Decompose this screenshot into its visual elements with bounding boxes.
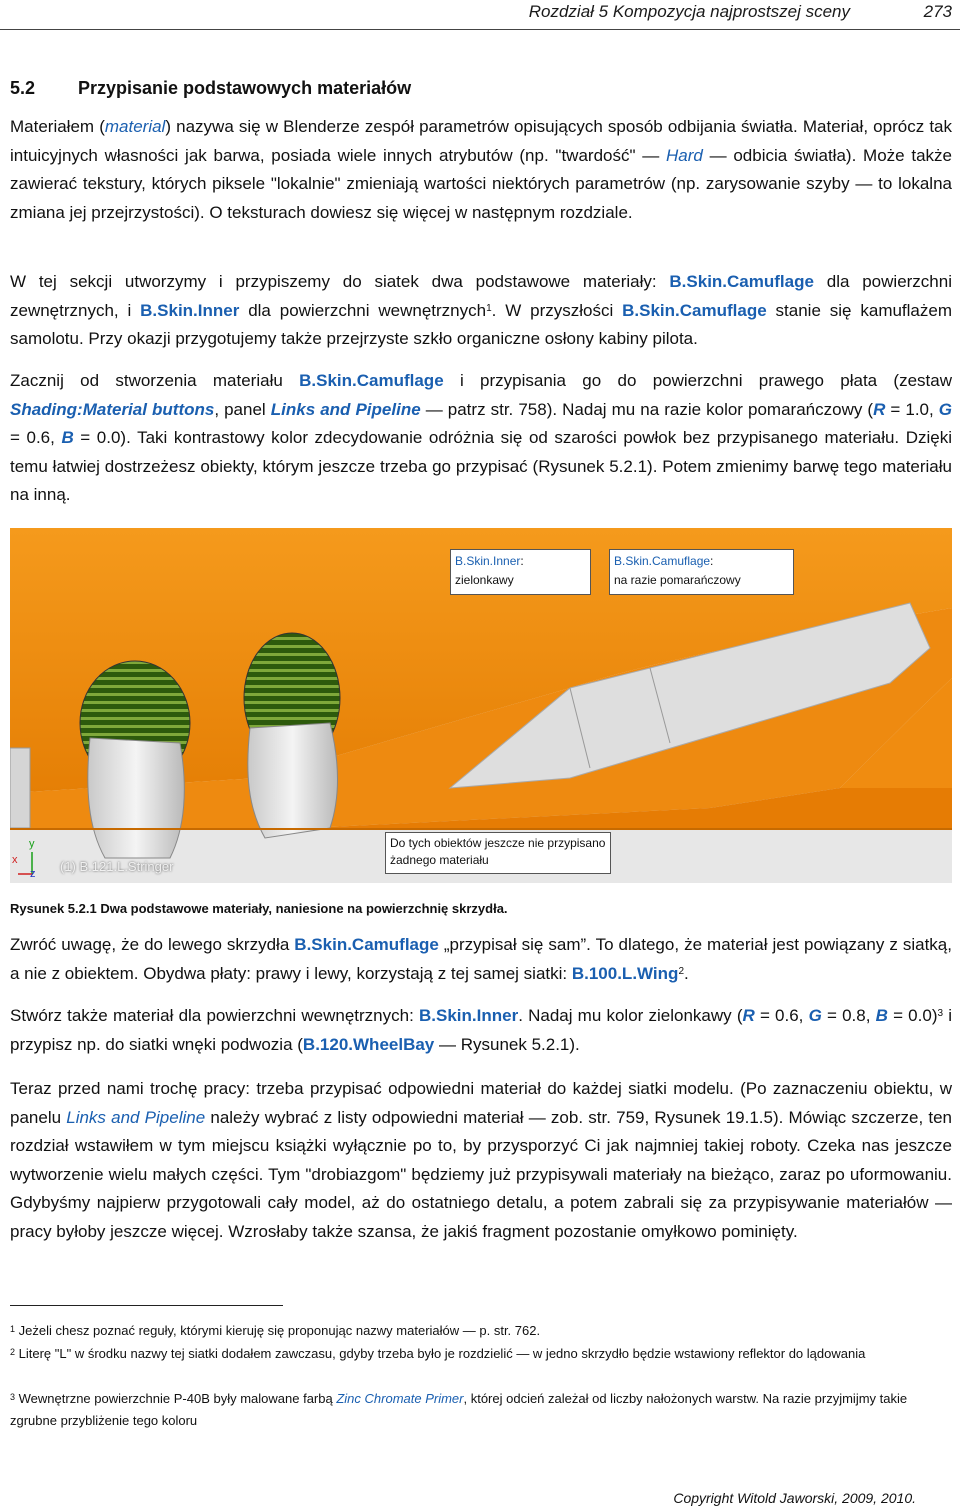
footnote-rule: [10, 1305, 283, 1306]
footnote-ref: 3: [937, 1008, 944, 1019]
text: = 0.0). Taki kontrastowy kolor zdecydowanie odróżnia się od szarości powłok bez przypisanego materiału. Dzięki temu łatwiej dostrzeżesz obiekty, którym jeszcze trzeba go przypisać (Rysunek 5.2.1). Potem zmienimy barwę tego materiału na inną.: [10, 428, 953, 505]
figure-wing-render: [10, 528, 952, 883]
text: „przypisał się sam”. To dlatego, że materiał jest powiązany z siatką, a nie z obiektem. Obydwa płaty: prawy i lewy, korzystają z tej samej siatki:: [10, 935, 952, 983]
paragraph-section-intro: [10, 268, 952, 354]
text: = 0.6,: [754, 1006, 809, 1025]
callout-camuflage-material: [609, 549, 794, 595]
color-g: G: [808, 1006, 822, 1025]
callout-camuflage-name: B.Skin.Camuflage: [614, 554, 711, 568]
text: Zwróć uwagę, że do lewego skrzydła: [10, 935, 295, 954]
callout-colon: :: [710, 554, 714, 568]
text: = 0.6,: [10, 428, 62, 448]
text: , panel: [214, 399, 271, 419]
text: = 0.8,: [821, 1006, 876, 1025]
callout-camuflage-desc: na razie pomarańczowy: [614, 573, 741, 587]
text: i przypisania go do powierzchni prawego płata (zestaw: [443, 371, 952, 390]
material-name: B.Skin.Camuflage: [669, 272, 814, 291]
header-rule: [0, 29, 960, 30]
paint-name: Zinc Chromate Primer: [336, 1391, 464, 1406]
section-title: Przypisanie podstawowych materiałów: [78, 78, 412, 98]
footnote-text: Wewnętrzne powierzchnie P-40B były malowane farbą: [18, 1391, 337, 1406]
page-header: [0, 0, 960, 30]
page-number: 273: [923, 2, 952, 21]
viewport-object-label: (1) B.121.L.Stringer: [60, 859, 174, 874]
callout-inner-material: [450, 549, 591, 595]
text: i przypisz np. do siatki wnęki podwozia (: [10, 1006, 952, 1054]
color-b: B: [61, 428, 74, 448]
text: należy wybrać z listy odpowiedni materiał — zob. str. 759, Rysunek 19.1.5). Mówiąc szczerze, ten rozdział wstawiłem w tym miejscu książki wyłącznie po to, by przysporzyć Ci jak najmniej takiej roboty. Czeka nas jeszcze wytworzenie wielu małych części. Tym "drobiazgom" będziemy już przypisywali materiały na bieżąco, zaraz po uformowaniu. Gdybyśmy najpierw przygotowali cały model, aż do ostatniego detalu, a potem zabrali się za przypisywanie materiałów — pracy byłoby jeszcze więcej. Wzrosłaby także szansa, że jakiś fragment pozostanie omyłkowo pominięty.: [10, 1107, 952, 1241]
footnote-2: [10, 1343, 954, 1365]
paragraph-assign-all: [10, 1075, 952, 1247]
paragraph-create-camuflage: [10, 367, 952, 510]
material-name: B.Skin.Camuflage: [622, 300, 767, 320]
text: ) nazywa się w Blenderze zespół parametrów opisujących sposób odbijania światła. Materiał, oprócz tak intuicyjnych własności jak barwa, posiada wiele innych atrybutów (np. "twardość" —: [10, 117, 953, 165]
text: .: [684, 963, 689, 983]
text: Teraz przed nami trochę pracy: trzeba przypisać odpowiedni materiał do każdej siatki modelu. (Po zaznaczeniu obiektu, w panelu: [10, 1079, 952, 1127]
callout-colon: :: [520, 554, 524, 568]
text: . Nadaj mu kolor zielonkawy (: [518, 1006, 743, 1025]
figure-caption: Rysunek 5.2.1 Dwa podstawowe materiały, naniesione na powierzchnię skrzydła.: [10, 901, 508, 916]
footnote-number: 2: [10, 1347, 16, 1357]
text: = 1.0,: [885, 399, 939, 419]
axis-gizmo: [12, 838, 42, 882]
mesh-name: B.120.WheelBay: [302, 1034, 435, 1054]
material-name: B.Skin.Camuflage: [299, 371, 444, 390]
text: dla powierzchni zewnętrznych, i: [10, 272, 952, 320]
section-heading: [10, 78, 411, 99]
footnote-number: 1: [10, 1324, 16, 1334]
copyright: Copyright Witold Jaworski, 2009, 2010.: [673, 1490, 916, 1506]
text: Materiałem (: [10, 117, 105, 136]
footnote-number: 3: [10, 1392, 16, 1402]
text: = 0.0): [887, 1006, 938, 1025]
material-name: B.Skin.Camuflage: [294, 935, 439, 954]
footnote-1: [10, 1320, 954, 1342]
axis-y-label: y: [29, 838, 35, 850]
paragraph-create-inner: [10, 1002, 952, 1059]
material-name: B.Skin.Inner: [419, 1006, 519, 1025]
paragraph-left-wing-note: [10, 931, 952, 988]
text: stanie się kamuflażem samolotu. Przy okazji przygotujemy także przejrzyste szkło organiczne osłony kabiny pilota.: [10, 300, 953, 349]
footnote-ref: 1: [486, 302, 492, 314]
callout-inner-desc: zielonkawy: [455, 573, 514, 587]
text: W tej sekcji utworzymy i przypiszemy do siatek dwa podstawowe materiały:: [10, 272, 670, 291]
footnote-3: [10, 1388, 954, 1432]
mesh-name: B.100.L.Wing: [571, 963, 679, 983]
callout-unassigned-text: Do tych obiektów jeszcze nie przypisano żadnego materiału: [390, 836, 606, 867]
ui-panel-name: Links and Pipeline: [270, 399, 421, 419]
color-r: R: [873, 399, 886, 419]
color-b: B: [875, 1006, 888, 1025]
callout-unassigned: [385, 832, 611, 874]
running-title: Rozdział 5 Kompozycja najprostszej sceny: [528, 2, 850, 21]
color-r: R: [742, 1006, 755, 1025]
color-g: G: [938, 399, 953, 419]
text: — odbicia światła). Może także zawierać tekstury, których piksele "lokalnie" zmieniają wartości niektórych parametrów (np. zarysowanie szyby — to lokalna zmiana jej przejrzystości). O teksturach dowiesz się więcej w następnym rozdziale.: [10, 145, 952, 222]
text: dla powierzchni wewnętrznych: [239, 300, 487, 320]
text: . W przyszłości: [491, 300, 623, 320]
text: Stwórz także materiał dla powierzchni wewnętrznych:: [10, 1006, 419, 1025]
footnote-text: , której odcień zależał od liczby nałożonych warstw. Na razie przyjmijmy takie zgrubne przybliżenie tego koloru: [10, 1391, 908, 1428]
paragraph-material-definition: [10, 113, 952, 227]
material-name: B.Skin.Inner: [140, 300, 240, 320]
section-number: 5.2: [10, 78, 36, 98]
footnote-ref: 2: [678, 965, 684, 977]
axis-z-label: z: [30, 868, 36, 880]
footnote-text: Literę "L" w środku nazwy tej siatki dodałem zawczasu, gdyby trzeba było je rozdzielić — w jedno skrzydło będzie wstawiony reflektor do lądowania: [18, 1346, 866, 1361]
ui-set-name: Shading:Material buttons: [10, 399, 215, 419]
callout-inner-name: B.Skin.Inner: [455, 554, 521, 568]
axis-x-label: x: [12, 854, 18, 866]
footnote-text: Jeżeli chesz poznać reguły, którymi kieruję się proponując nazwy materiałów — p. str. 762.: [18, 1323, 541, 1338]
text: Zacznij od stworzenia materiału: [10, 371, 300, 390]
text: — patrz str. 758). Nadaj mu na razie kolor pomarańczowy (: [420, 399, 874, 419]
term-hard: Hard: [666, 145, 703, 165]
term-material: material: [104, 117, 166, 136]
ui-panel-name: Links and Pipeline: [66, 1107, 206, 1127]
text: — Rysunek 5.2.1).: [434, 1034, 580, 1054]
